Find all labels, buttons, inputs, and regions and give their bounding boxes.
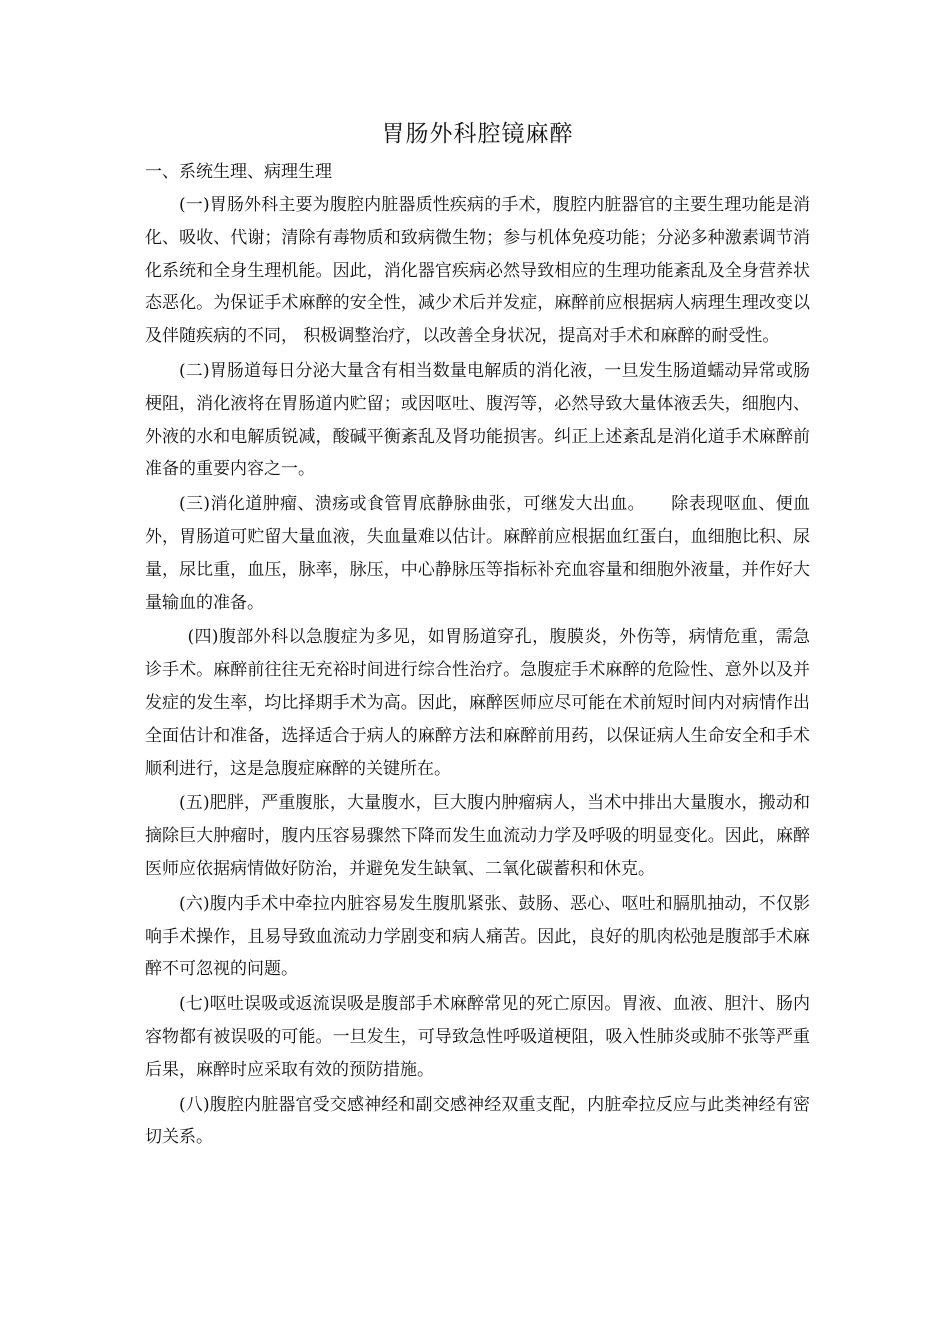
paragraph-4: (四)腹部外科以急腹症为多见，如胃肠道穿孔，腹膜炎，外伤等，病情危重，需急诊手术。麻醉前往往无充裕时间进行综合性治疗。急腹症手术麻醉的危险性、意外以及并发症的发生率，均比择期手术为高。因此，麻醉医师应尽可能在术前短时间内对病情作出全面估计和准备，选择适合于病人的麻醉方法和麻醉前用药，以保证病人生命安全和手术顺利进行，这是急腹症麻醉的关键所在。 (145, 627, 810, 779)
paragraph-7: (七)呕吐误吸或返流误吸是腹部手术麻醉常见的死亡原因。胃液、血液、胆汁、肠内容物都有被误吸的可能。一旦发生，可导致急性呼吸道梗阻，吸入性肺炎或肺不张等严重后果，麻醉时应采取有效的预防措施。 (145, 994, 810, 1080)
document-title: 胃肠外科腔镜麻醉 (381, 121, 574, 147)
section-heading: 一、系统生理、病理生理 (145, 162, 332, 182)
document-page (145, 112, 810, 1156)
paragraph-5: (五)肥胖，严重腹胀，大量腹水，巨大腹内肿瘤病人，当术中排出大量腹水，搬动和摘除巨大肿瘤时，腹内压容易骤然下降而发生血流动力学及呼吸的明显变化。因此，麻醉医师应依据病情做好防治，并避免发生缺氧、二氧化碳蓄积和休克。 (145, 793, 810, 879)
paragraph-8: (八)腹腔内脏器官受交感神经和副交感神经双重支配，内脏牵拉反应与此类神经有密切关系。 (145, 1094, 810, 1148)
paragraph-3: (三)消化道肿瘤、溃疡或食管胃底静脉曲张，可继发大出血。 除表现呕血、便血外，胃肠道可贮留大量血液，失血量难以估计。麻醉前应根据血红蛋白，血细胞比积、尿量，尿比重，血压，脉率，脉压，中心静脉压等指标补充血容量和细胞外液量，并作好大量输血的准备。 (145, 494, 810, 613)
paragraph-2: (二)胃肠道每日分泌大量含有相当数量电解质的消化液，一旦发生肠道蠕动异常或肠梗阻，消化液将在胃肠道内贮留；或因呕吐、腹泻等，必然导致大量体液丢失，细胞内、外液的水和电解质锐减，酸碱平衡紊乱及肾功能损害。纠正上述紊乱是消化道手术麻醉前准备的重要内容之一。 (145, 360, 810, 480)
paragraph-1: (一)胃肠外科主要为腹腔内脏器质性疾病的手术，腹腔内脏器官的主要生理功能是消化、吸收、代谢；清除有毒物质和致病微生物；参与机体免疫功能；分泌多种激素调节消化系统和全身生理机能。因此，消化器官疾病必然导致相应的生理功能紊乱及全身营养状态恶化。为保证手术麻醉的安全性，减少术后并发症，麻醉前应根据病人病理生理改变以及伴随疾病的不同， 积极调整治疗，以改善全身状况，提高对手术和麻醉的耐受性。 (145, 195, 810, 347)
paragraph-6: (六)腹内手术中牵拉内脏容易发生腹肌紧张、鼓肠、恶心、呕吐和膈肌抽动，不仅影响手术操作，且易导致血流动力学剧变和病人痛苦。因此，良好的肌肉松弛是腹部手术麻醉不可忽视的问题。 (145, 893, 810, 980)
